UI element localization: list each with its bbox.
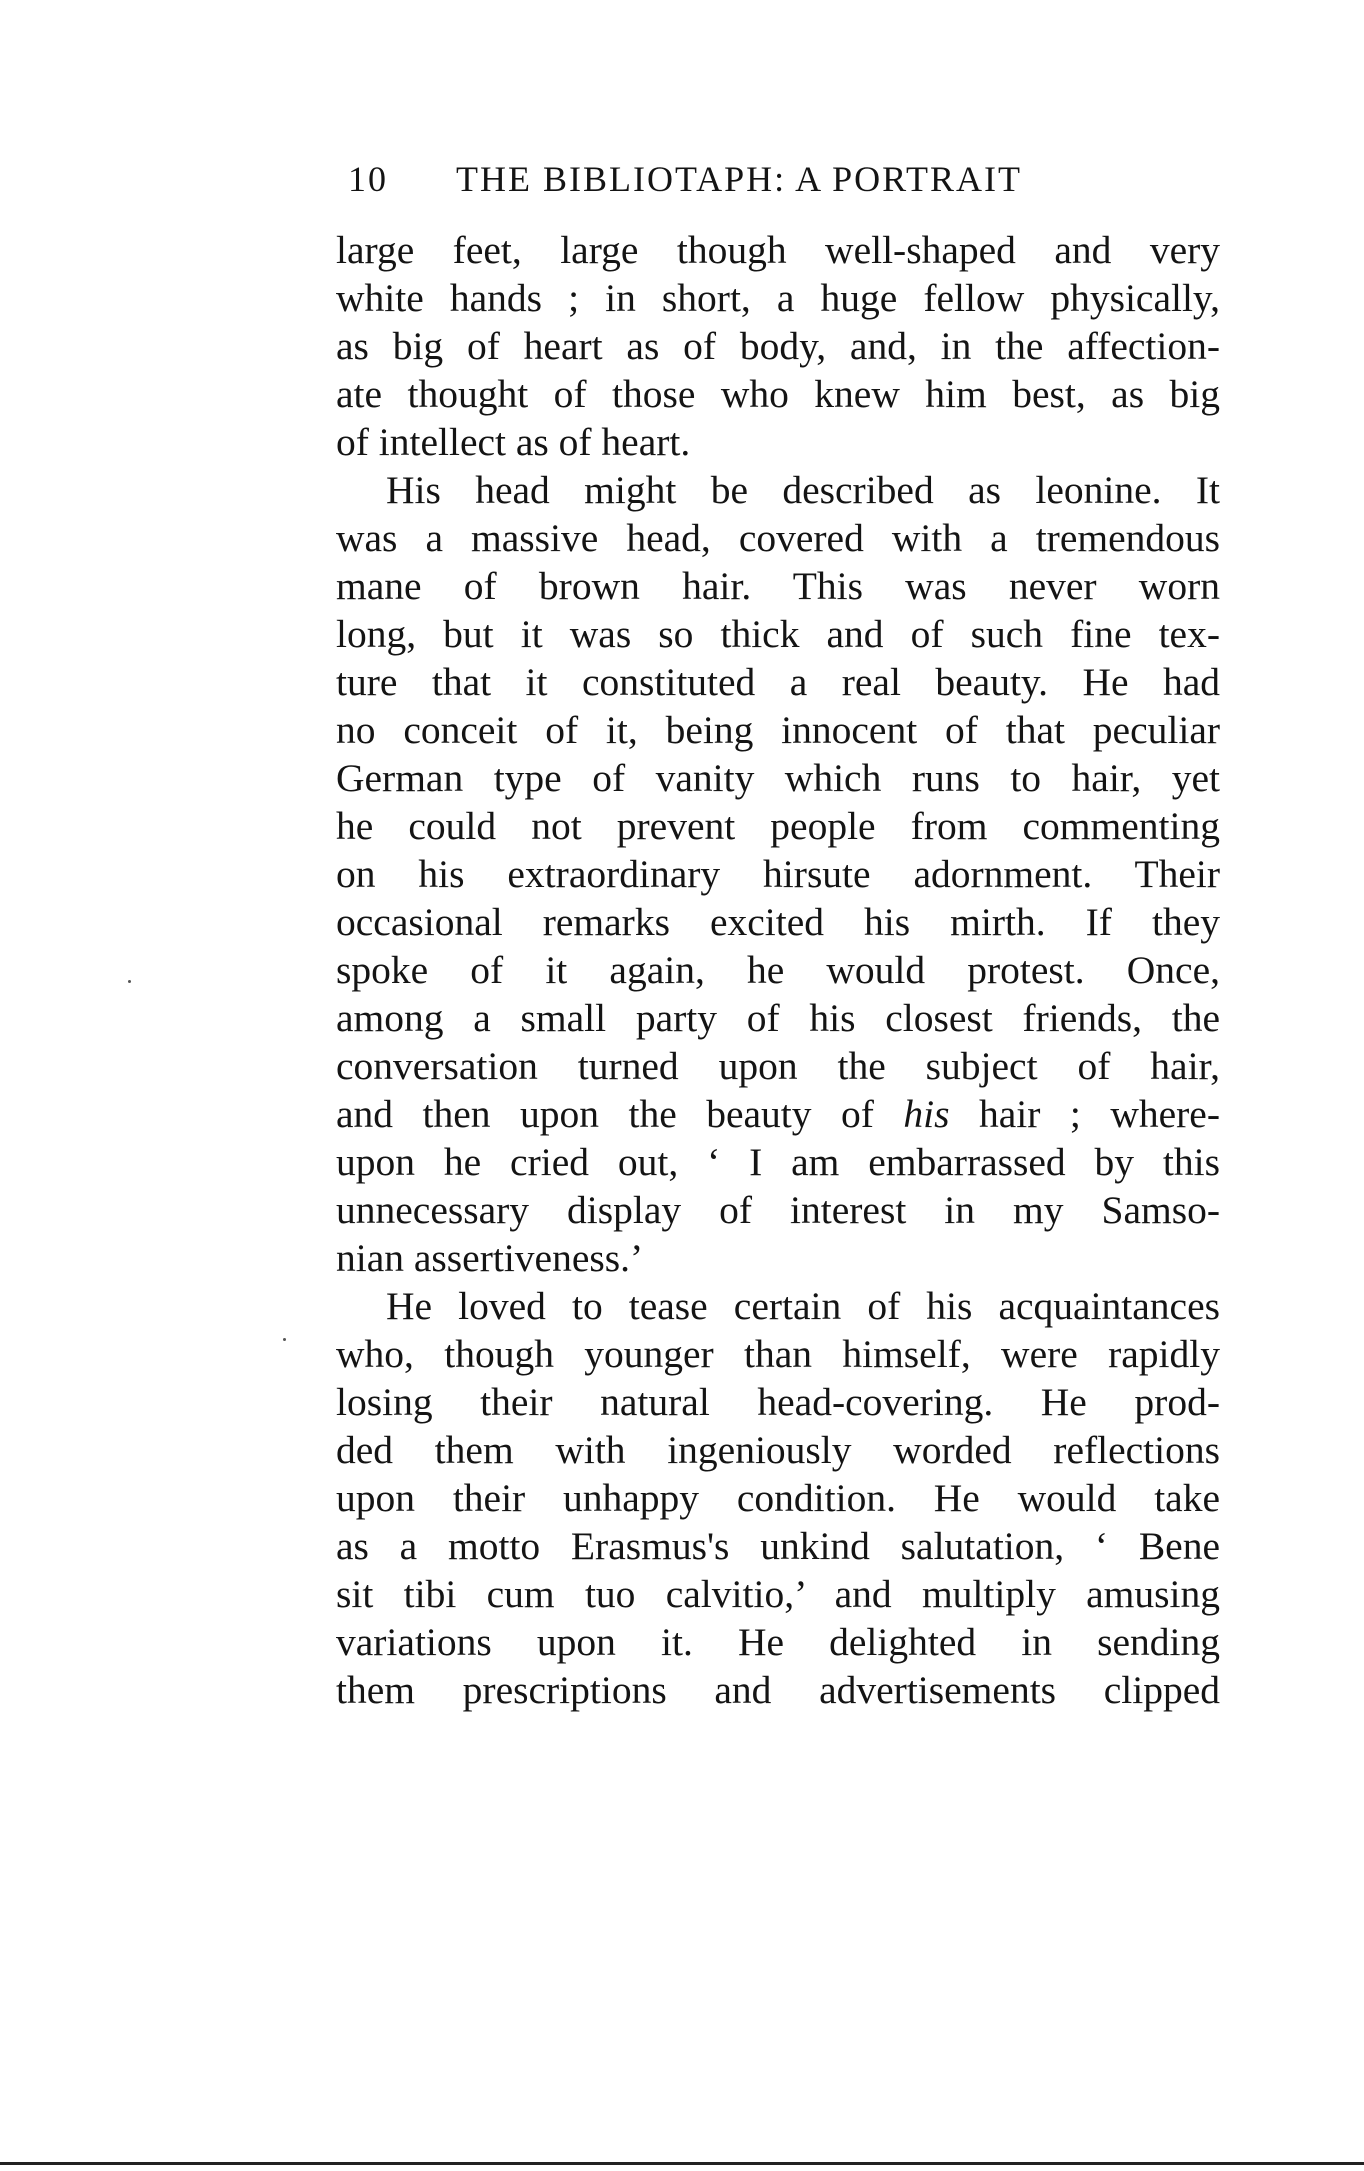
text-line: nian assertiveness.’ (336, 1236, 644, 1280)
text-line: and then upon the beauty of his hair ; where- (336, 1092, 1220, 1136)
text-line: upon their unhappy condition. He would take (336, 1476, 1220, 1520)
text-line: white hands ; in short, a huge fellow physically, (336, 276, 1220, 320)
text-line: large feet, large though well-shaped and very (336, 228, 1220, 272)
page-bottom-edge (0, 2162, 1364, 2165)
text-line: on his extraordinary hirsute adornment. Their (336, 852, 1220, 896)
text-line: as big of heart as of body, and, in the affection- (336, 324, 1220, 368)
text-line: he could not prevent people from commenting (336, 804, 1220, 848)
text-line: conversation turned upon the subject of hair, (336, 1044, 1220, 1088)
emphasis-his: his (903, 1092, 950, 1136)
text-line: ate thought of those who knew him best, as big (336, 372, 1220, 416)
text-line: who, though younger than himself, were rapidly (336, 1332, 1220, 1376)
text-line: spoke of it again, he would protest. Once, (336, 948, 1220, 992)
text-line: long, but it was so thick and of such fine tex- (336, 612, 1220, 656)
text-line: His head might be described as leonine. It (386, 468, 1220, 512)
scan-speck (128, 980, 131, 983)
text-line: ded them with ingeniously worded reflections (336, 1428, 1220, 1472)
text-line: them prescriptions and advertisements clipped (336, 1668, 1220, 1712)
text-line: He loved to tease certain of his acquaintances (386, 1284, 1220, 1328)
body-text (336, 226, 1220, 1714)
page-header (348, 158, 1168, 208)
running-title: THE BIBLIOTAPH: A PORTRAIT (456, 159, 1022, 199)
scan-speck (283, 1338, 286, 1341)
text-line: variations upon it. He delighted in sending (336, 1620, 1220, 1664)
text-line: ture that it constituted a real beauty. He had (336, 660, 1220, 704)
text-line: of intellect as of heart. (336, 420, 691, 464)
text-line: sit tibi cum tuo calvitio,’ and multiply amusing (336, 1572, 1220, 1616)
page-number: 10 (348, 159, 388, 199)
text-line: unnecessary display of interest in my Samso- (336, 1188, 1220, 1232)
text-line: upon he cried out, ‘ I am embarrassed by this (336, 1140, 1220, 1184)
text-line: mane of brown hair. This was never worn (336, 564, 1220, 608)
text-line: was a massive head, covered with a tremendous (336, 516, 1220, 560)
text-line: German type of vanity which runs to hair, yet (336, 756, 1220, 800)
text-line: losing their natural head-covering. He prod- (336, 1380, 1220, 1424)
text-line: among a small party of his closest friends, the (336, 996, 1220, 1040)
text-line: occasional remarks excited his mirth. If they (336, 900, 1220, 944)
text-line: no conceit of it, being innocent of that peculiar (336, 708, 1220, 752)
text-line: as a motto Erasmus's unkind salutation, ‘ Bene (336, 1524, 1220, 1568)
